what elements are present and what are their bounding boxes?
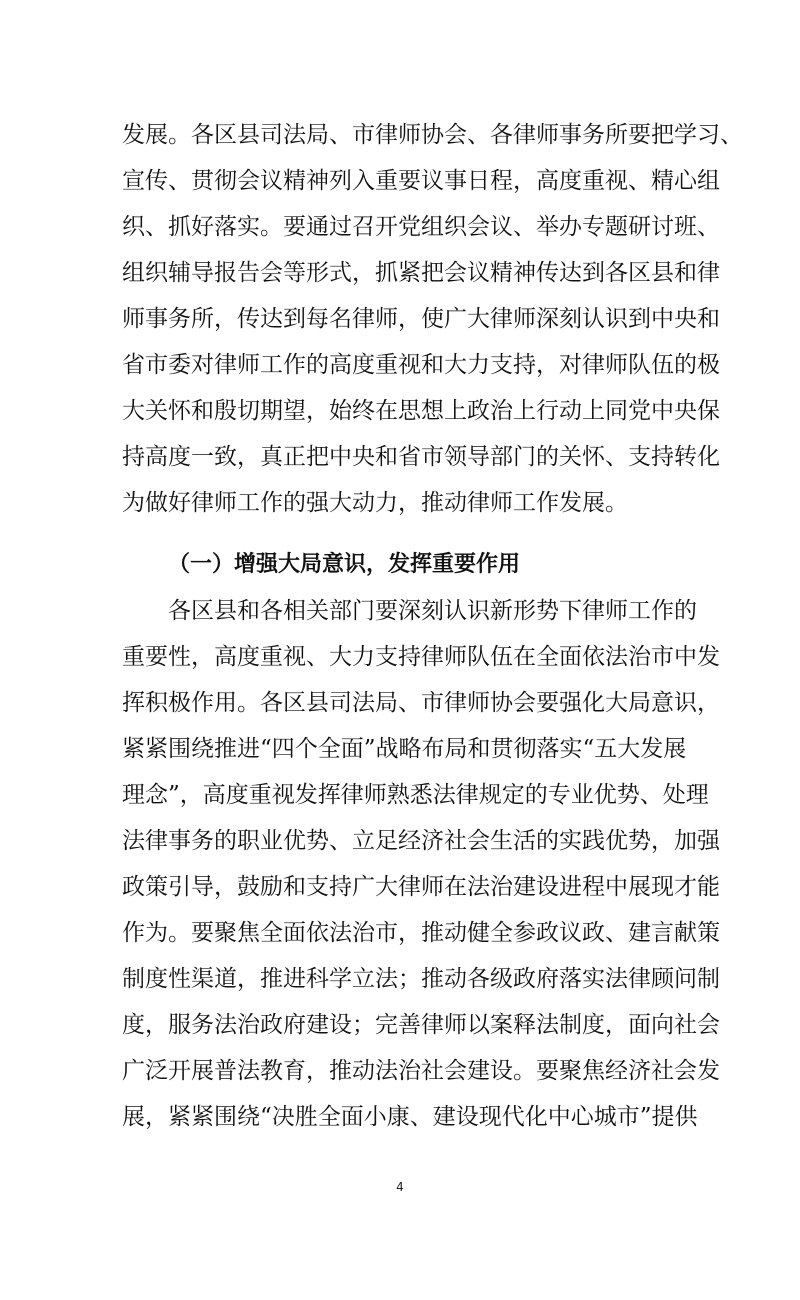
text-line: 法律事务的职业优势、立足经济社会生活的实践优势，加强 xyxy=(122,828,720,854)
paragraph-2 xyxy=(122,588,720,1140)
text-line: 紧紧围绕推进“四个全面”战略布局和贯彻落实“五大发展 xyxy=(122,736,687,762)
text-line: 师事务所，传达到每名律师，使广大律师深刻认识到中央和 xyxy=(122,306,720,332)
text-line: 组织辅导报告会等形式，抓紧把会议精神传达到各区县和律 xyxy=(122,260,720,286)
page-number: 4 xyxy=(396,1180,404,1194)
text-line: 各区县和各相关部门要深刻认识新形势下律师工作的 xyxy=(168,598,697,624)
text-line: 展，紧紧围绕“决胜全面小康、建设现代化中心城市”提供 xyxy=(122,1104,698,1130)
text-line: 重要性，高度重视、大力支持律师队伍在全面依法治市中发 xyxy=(122,644,720,670)
text-line: 织、抓好落实。要通过召开党组织会议、举办专题研讨班、 xyxy=(122,214,720,240)
section-heading: （一）增强大局意识，发挥重要作用 xyxy=(168,552,521,577)
text-line: 作为。要聚焦全面依法治市，推动健全参政议政、建言献策 xyxy=(122,920,720,946)
paragraph-1 xyxy=(122,112,743,526)
text-line: 宣传、贯彻会议精神列入重要议事日程，高度重视、精心组 xyxy=(122,168,720,194)
section-heading-container xyxy=(122,542,682,588)
text-line: 省市委对律师工作的高度重视和大力支持，对律师队伍的极 xyxy=(122,352,720,378)
text-line: 理念”，高度重视发挥律师熟悉法律规定的专业优势、处理 xyxy=(122,782,709,808)
text-line: 为做好律师工作的强大动力，推动律师工作发展。 xyxy=(122,490,628,516)
text-line: 政策引导，鼓励和支持广大律师在法治建设进程中展现才能 xyxy=(122,874,720,900)
text-line: 度，服务法治政府建设；完善律师以案释法制度，面向社会 xyxy=(122,1012,720,1038)
text-line: 广泛开展普法教育，推动法治社会建设。要聚焦经济社会发 xyxy=(122,1058,720,1084)
text-line: 制度性渠道，推进科学立法；推动各级政府落实法律顾问制 xyxy=(122,966,720,992)
text-line: 发展。各区县司法局、市律师协会、各律师事务所要把学习、 xyxy=(122,122,743,148)
text-line: 大关怀和殷切期望，始终在思想上政治上行动上同党中央保 xyxy=(122,398,720,424)
text-line: 持高度一致，真正把中央和省市领导部门的关怀、支持转化 xyxy=(122,444,720,470)
text-line: 挥积极作用。各区县司法局、市律师协会要强化大局意识， xyxy=(122,690,720,716)
